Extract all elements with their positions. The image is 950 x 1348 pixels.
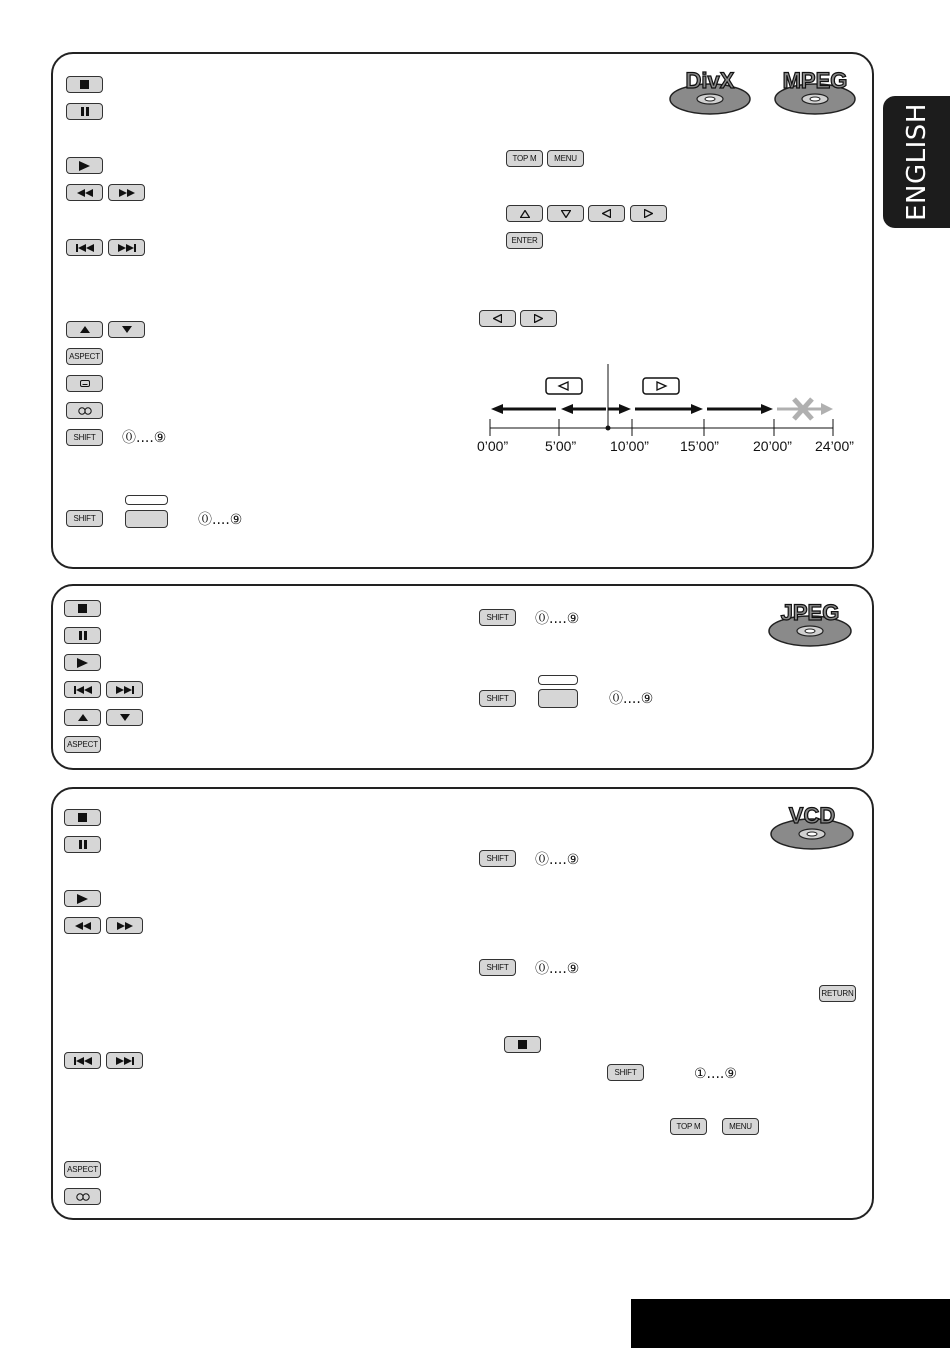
vcd-disc-icon [769, 801, 855, 851]
skip-forward-button[interactable] [108, 239, 145, 256]
rewind-icon [77, 189, 93, 197]
enter-label: ENTER [511, 236, 538, 245]
cursor-right-button[interactable] [630, 205, 667, 222]
stop-icon [80, 80, 89, 89]
skip-forward-icon [116, 1057, 134, 1065]
vcd-stop-button[interactable] [64, 809, 101, 826]
stop-icon [78, 813, 87, 822]
skip-back-button[interactable] [66, 239, 103, 256]
vcd-aspect-button[interactable] [64, 1161, 101, 1178]
timeline-tick-1: 5’00” [545, 438, 577, 454]
timeline-tick-3: 15’00” [680, 438, 719, 454]
audio-icon [76, 1193, 90, 1201]
vcd-pause-button[interactable] [64, 836, 101, 853]
top-menu-label: TOP M [676, 1122, 701, 1131]
vcd-top-menu-button[interactable] [670, 1118, 707, 1135]
divx-disc-icon [668, 66, 752, 116]
jpeg-pause-button[interactable] [64, 627, 101, 644]
return-label: RETURN [821, 989, 854, 998]
vcd-rewind-button[interactable] [64, 917, 101, 934]
number-range-2: ⓪....⑨ [198, 512, 243, 528]
up-button[interactable] [66, 321, 103, 338]
vcd-audio-button[interactable] [64, 1188, 101, 1205]
vcd-menu-button[interactable] [722, 1118, 759, 1135]
fast-forward-icon [119, 189, 135, 197]
skip-back-icon [74, 686, 92, 694]
subtitle-button[interactable] [66, 375, 103, 392]
number-range-1-9: ①....⑨ [694, 1066, 737, 1082]
aspect-label: ASPECT [67, 740, 98, 749]
small-white-key[interactable] [125, 495, 168, 505]
pause-icon [79, 840, 87, 849]
pause-button[interactable] [66, 103, 103, 120]
shift-label: SHIFT [486, 613, 509, 622]
cursor-up-button[interactable] [506, 205, 543, 222]
jpeg-stop-button[interactable] [64, 600, 101, 617]
top-menu-label: TOP M [512, 154, 537, 163]
jpeg-panel [51, 584, 874, 770]
fast-forward-button[interactable] [108, 184, 145, 201]
vcd-shift-button-2[interactable] [479, 959, 516, 976]
vcd-skip-back-button[interactable] [64, 1052, 101, 1069]
skip-back-icon [76, 244, 94, 252]
number-range-2: ⓪....⑨ [609, 691, 654, 707]
aspect-label: ASPECT [67, 1165, 98, 1174]
return-button[interactable] [819, 985, 856, 1002]
jpeg-down-button[interactable] [106, 709, 143, 726]
jpeg-shift-button[interactable] [479, 609, 516, 626]
vcd-panel [51, 787, 874, 1220]
enter-button[interactable] [506, 232, 543, 249]
vcd-play-button[interactable] [64, 890, 101, 907]
vcd-fast-forward-button[interactable] [106, 917, 143, 934]
shift-label: SHIFT [73, 433, 96, 442]
mpeg-label: MPEG [782, 68, 848, 93]
vcd-label: VCD [788, 803, 836, 828]
step-left-button[interactable] [479, 310, 516, 327]
vcd-shift-button[interactable] [479, 850, 516, 867]
play-icon [77, 894, 88, 904]
timeline-tick-2: 10’00” [610, 438, 649, 454]
audio-button[interactable] [66, 402, 103, 419]
skip-timeline-diagram [477, 364, 857, 449]
right-outline-icon-2 [534, 314, 543, 323]
pause-icon [81, 107, 89, 116]
shift-button-2[interactable] [66, 510, 103, 527]
step-right-button[interactable] [520, 310, 557, 327]
language-label: ENGLISH [901, 103, 932, 221]
rewind-button[interactable] [66, 184, 103, 201]
cursor-left-button[interactable] [588, 205, 625, 222]
up-icon [80, 326, 90, 333]
small-white-key[interactable] [538, 675, 578, 685]
right-outline-icon [644, 209, 653, 218]
language-tab [883, 96, 950, 228]
jpeg-up-button[interactable] [64, 709, 101, 726]
shift-label-2: SHIFT [486, 963, 509, 972]
down-outline-icon [561, 210, 571, 218]
jpeg-label: JPEG [780, 600, 840, 625]
left-outline-icon-2 [493, 314, 502, 323]
aspect-button[interactable] [66, 348, 103, 365]
jpeg-disc-icon [767, 598, 853, 648]
skip-forward-icon [116, 686, 134, 694]
cursor-down-button[interactable] [547, 205, 584, 222]
jpeg-aspect-button[interactable] [64, 736, 101, 753]
up-icon [78, 714, 88, 721]
stop-icon [78, 604, 87, 613]
gray-key[interactable] [125, 510, 168, 528]
pause-icon [79, 631, 87, 640]
number-range: ⓪....⑨ [535, 852, 580, 868]
gray-key[interactable] [538, 689, 578, 708]
up-outline-icon [520, 210, 530, 218]
timeline-tick-0: 0’00” [477, 438, 509, 454]
left-outline-icon [602, 209, 611, 218]
shift-label-3: SHIFT [614, 1068, 637, 1077]
down-icon [122, 326, 132, 333]
fast-forward-icon [117, 922, 133, 930]
top-menu-button[interactable] [506, 150, 543, 167]
vcd-shift-button-3[interactable] [607, 1064, 644, 1081]
play-button[interactable] [66, 157, 103, 174]
jpeg-shift-button-2[interactable] [479, 690, 516, 707]
vcd-stop-button-2[interactable] [504, 1036, 541, 1053]
subtitle-icon [80, 380, 90, 388]
shift-label-2: SHIFT [73, 514, 96, 523]
number-range: ⓪....⑨ [535, 611, 580, 627]
shift-button[interactable] [66, 429, 103, 446]
mpeg-disc-icon [773, 66, 857, 116]
vcd-skip-forward-button[interactable] [106, 1052, 143, 1069]
jpeg-play-button[interactable] [64, 654, 101, 671]
play-icon [79, 161, 90, 171]
stop-icon [518, 1040, 527, 1049]
down-button[interactable] [108, 321, 145, 338]
timeline-tick-5: 24’00” [815, 438, 854, 454]
menu-label: MENU [554, 154, 577, 163]
skip-back-icon [74, 1057, 92, 1065]
timeline-tick-4: 20’00” [753, 438, 792, 454]
skip-forward-icon [118, 244, 136, 252]
jpeg-skip-back-button[interactable] [64, 681, 101, 698]
stop-button[interactable] [66, 76, 103, 93]
jpeg-skip-forward-button[interactable] [106, 681, 143, 698]
audio-icon [78, 407, 92, 415]
play-icon [77, 658, 88, 668]
rewind-icon [75, 922, 91, 930]
page-number-block [631, 1299, 950, 1348]
shift-label: SHIFT [486, 854, 509, 863]
shift-label-2: SHIFT [486, 694, 509, 703]
number-range: ⓪....⑨ [122, 430, 167, 446]
down-icon [120, 714, 130, 721]
menu-label: MENU [729, 1122, 752, 1131]
menu-button[interactable] [547, 150, 584, 167]
divx-mpeg-panel [51, 52, 874, 569]
divx-label: DivX [685, 68, 735, 93]
aspect-label: ASPECT [69, 352, 100, 361]
number-range-2: ⓪....⑨ [535, 961, 580, 977]
